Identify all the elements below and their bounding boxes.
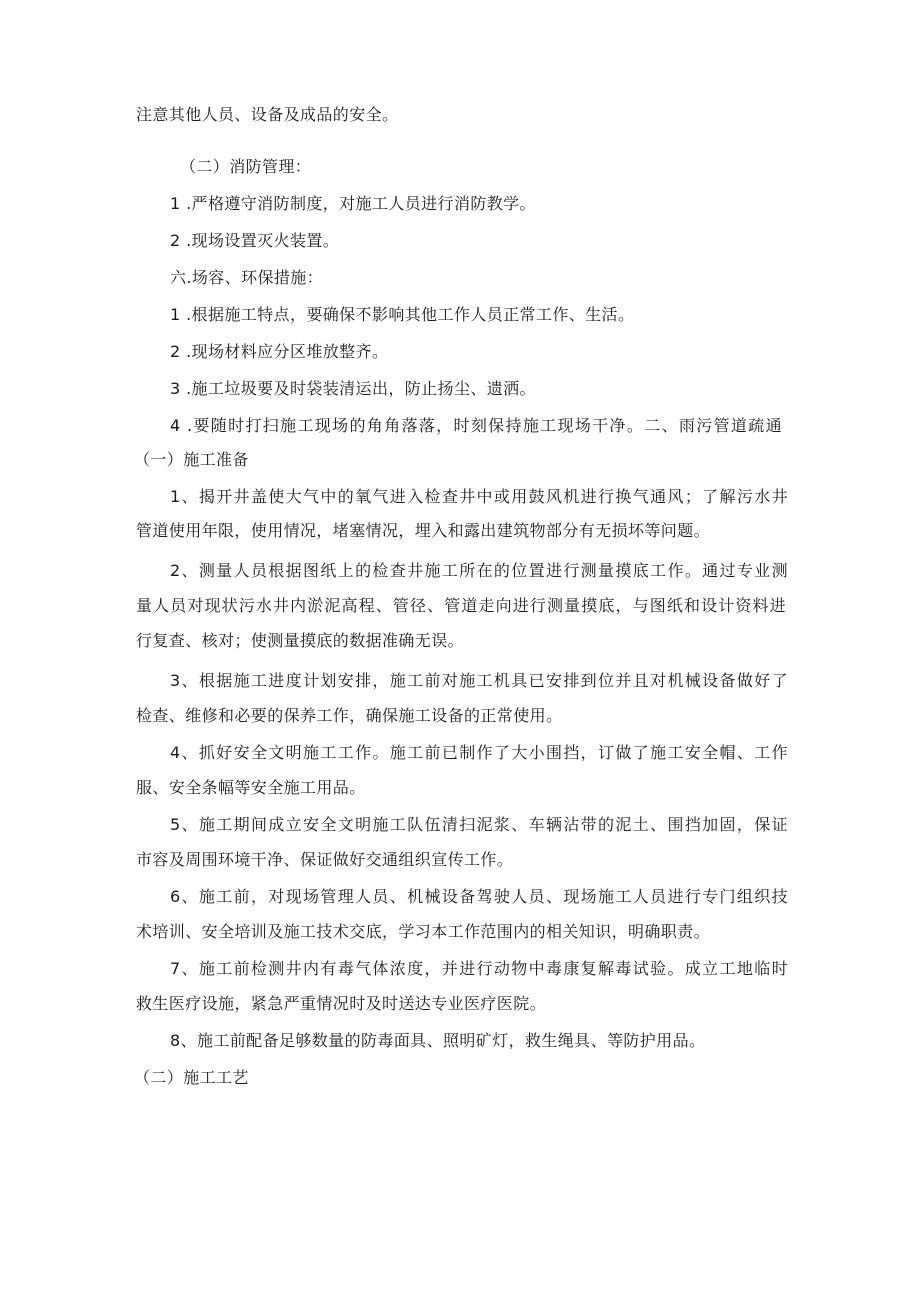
paragraph-line: 1、揭开井盖使大气中的氧气进入检查井中或用鼓风机进行换气通风；了解污水井	[170, 487, 788, 506]
paragraph-line: 3、根据施工进度计划安排，施工前对施工机具已安排到位并且对机械设备做好了	[170, 671, 788, 690]
paragraph-line: 5、施工期间成立安全文明施工队伍清扫泥浆、车辆沾带的泥土、围挡加固，保证	[170, 815, 788, 834]
list-item: 4 .要随时打扫施工现场的角角落落，时刻保持施工现场干净。二、雨污管道疏通	[170, 416, 782, 435]
paragraph-line: 2、测量人员根据图纸上的检查井施工所在的位置进行测量摸底工作。通过专业测	[170, 561, 788, 580]
section-heading: 六.场容、环保措施：	[170, 268, 324, 287]
paragraph-line: 管道使用年限，使用情况，堵塞情况，埋入和露出建筑物部分有无损坏等问题。	[136, 521, 711, 540]
list-item: 1 .根据施工特点，要确保不影响其他工作人员正常工作、生活。	[170, 305, 635, 324]
paragraph-line: 6、施工前，对现场管理人员、机械设备驾驶人员、现场施工人员进行专门组织技	[170, 887, 788, 906]
paragraph-line: 救生医疗设施，紧急严重情况时及时送达专业医疗医院。	[136, 994, 547, 1013]
section-heading: （二）消防管理：	[180, 157, 312, 176]
list-item: 2 .现场材料应分区堆放整齐。	[170, 342, 389, 361]
paragraph-line: 市容及周围环境干净、保证做好交通组织宣传工作。	[136, 850, 514, 869]
list-item: 3 .施工垃圾要及时袋装清运出，防止扬尘、遗洒。	[170, 379, 536, 398]
paragraph-line: 术培训、安全培训及施工技术交底，学习本工作范围内的相关知识，明确职责。	[136, 922, 711, 941]
list-item: 2 .现场设置灭火装置。	[170, 231, 340, 250]
paragraph-line: 行复查、核对；使测量摸底的数据准确无误。	[136, 631, 465, 650]
paragraph-line: 服、安全条幅等安全施工用品。	[136, 778, 366, 797]
list-item: 1 .严格遵守消防制度，对施工人员进行消防教学。	[170, 194, 536, 213]
paragraph-line: 8、施工前配备足够数量的防毒面具、照明矿灯，救生绳具、等防护用品。	[170, 1031, 706, 1050]
paragraph-line: 检查、维修和必要的保养工作，确保施工设备的正常使用。	[136, 706, 563, 725]
text-line: 注意其他人员、设备及成品的安全。	[136, 105, 399, 124]
paragraph-line: 量人员对现状污水井内淤泥高程、管径、管道走向进行测量摸底，与图纸和设计资料进	[136, 596, 786, 615]
section-heading: （一）施工准备	[134, 450, 249, 469]
paragraph-line: 7、施工前检测井内有毒气体浓度，并进行动物中毒康复解毒试验。成立工地临时	[170, 959, 788, 978]
paragraph-line: 4、抓好安全文明施工工作。施工前已制作了大小围挡，订做了施工安全帽、工作	[170, 743, 788, 762]
section-heading: （二）施工工艺	[134, 1068, 249, 1087]
